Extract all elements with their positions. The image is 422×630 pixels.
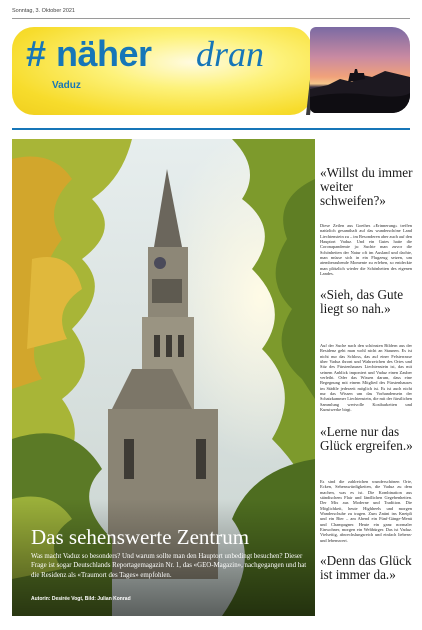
dateline: Sonntag, 3. Oktober 2021	[12, 8, 75, 14]
photo-lead: Was macht Vaduz so besonders? Und warum sollte man den Hauptort unbedingt besuchen? Dieser Frage ist sogar Deutschlands Reportagemagazin Nr. 1, das «GEO-Magazin», nachgegangen und hat die Residenz als «Traumort des Tages» empfohlen.	[31, 553, 307, 579]
photo-credit: Autorin: Desirée Vogt, Bild: Julian Konrad	[31, 596, 131, 602]
quote-heading: «Sieh, das Gute liegt so nah.»	[320, 287, 404, 316]
quote-heading: «Denn das Glück ist immer da.»	[320, 553, 412, 582]
logo-word-dran: dran	[196, 34, 265, 74]
castle-sunset-thumbnail	[310, 27, 410, 113]
column-paragraph: Es sind die zahlreichen wunderschönen Orte, Ecken, Sehenswürdigkeiten, die Vaduz zu dem machen, was es ist. Die Kombination aus ständischem Flair und ländlichen Gegebenheiten. Der Mix aus Moderne und Tradition. Die Möglichkeit, heute Highheels und morgen Wanderschuhe zu tragen. Zum Znüni ins Kneipli und ein Bier – am Abend ein Fünf-Gänge-Menü und Champagner. Heute ein ganz normaler Einwohner, morgen ein Weltbürger. Das ist Vaduz. Vielseitig, abwechslungsreich und einfach liebens- und lebenswert.	[320, 479, 412, 543]
top-rule	[12, 18, 410, 19]
section-rule	[12, 128, 410, 130]
photo-headline: Das sehenswerte Zentrum	[31, 525, 250, 549]
column-paragraph: Auf der Suche nach den schönsten Bildern aus der Residenz geht man wohl nicht an Staunen. Es ist nicht nur das Schloss, das auf einer Felsterrasse über Vaduz thront und Wahrzeichen des Ortes und Sitz des Fürstenhauses Liechtenstein ist, das mit seinem Anblick imponiert und Vaduz einen Zauber verleiht. Oder das Wissen darum, dass eine Begegnung mit einem Mitglied des Fürstenhauses im Städtle jederzeit möglich ist. Es ist auch nicht nur das Wissen um das Vorhandensein der Schatzkammer Liechtenstein, die mit der fürstlichen Sammlung wertvolle Kostbarkeiten und Kunstwerke birgt.	[320, 343, 412, 413]
quote-heading: «Lerne nur das Glück ergreifen.»	[320, 424, 413, 453]
quote-heading: «Willst du immer weiter schweifen?»	[320, 165, 413, 208]
logo-hash: #	[26, 33, 46, 74]
column-paragraph: Diese Zeilen aus Goethes «Erinnerung» treffen natürlich gesamthaft auf das wunderschöne Land Liechtenstein zu – im Besonderen aber auch auf den Hauptort Vaduz. Und ein Gutes hatte die Coronapandemie ja: Suchte man zuvor die Schönheiten der Natur oft im Ausland und dachte, man müsse sich in ein Flugzeug setzen, um atemberaubende Momente zu erleben, so entdeckte man plötzlich wieder die Schönheiten des eigenen Landes.	[320, 223, 412, 277]
logo-word-naher: näher	[56, 33, 152, 74]
logo-city: Vaduz	[52, 80, 81, 91]
